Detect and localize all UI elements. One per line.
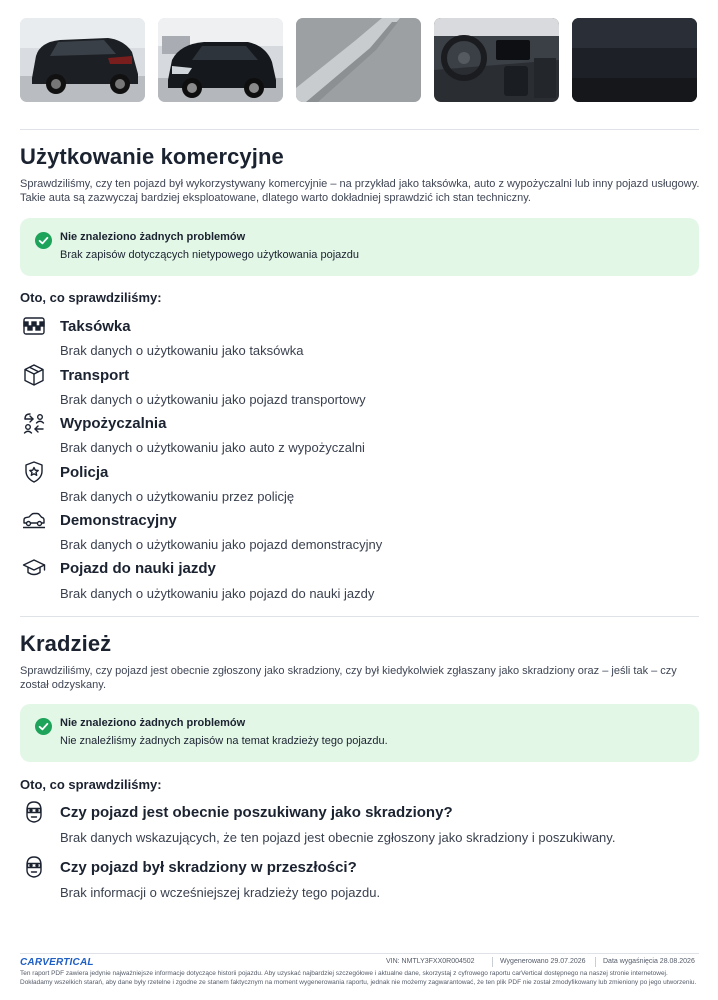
check-item-title: Transport (60, 367, 130, 384)
check-item-desc: Brak danych wskazujących, że ten pojazd jest obecnie zgłoszony jako skradziony i poszukiwany. (60, 830, 616, 845)
car-sill-photo[interactable] (296, 18, 421, 102)
commercial-status-box (20, 218, 699, 276)
check-item-title: Pojazd do nauki jazdy (60, 560, 216, 577)
check-item-title: Demonstracyjny (60, 512, 177, 529)
car-interior-photo[interactable] (434, 18, 559, 102)
footer-separator (492, 957, 493, 967)
check-item-desc: Brak danych o użytkowaniu jako pojazd do nauki jazdy (60, 586, 375, 601)
commercial-section-lead: Sprawdziliśmy, czy ten pojazd był wykorzystywany komercyjnie – na przykład jako taksówka, auto z wypożyczalni lub inny pojazd usługowy. Takie auta są zazwyczaj bardziej eksploatowane, dlatego warto dokładniej sprawdzić ich stan techniczny. (20, 178, 700, 204)
graduation-cap-icon (22, 556, 46, 580)
footer-separator (595, 957, 596, 967)
carvertical-logo: CARVERTICAL (20, 957, 94, 968)
check-item-desc: Brak informacji o wcześniejszej kradzieży tego pojazdu. (60, 885, 381, 900)
check-item-title: Czy pojazd był skradziony w przeszłości? (60, 859, 357, 876)
footer-disclaimer: Ten raport PDF zawiera jedynie najważniejsze informacje dotyczące historii pojazdu. Aby uzyskać najbardziej szczegółowe i aktualne dane, skorzystaj z cyfrowego raportu carVertical dostępnego na naszej stronie internetowej. Dokładamy wszelkich starań, aby dane były rzetelne i zgodne ze stanem faktycznym na moment wygenerowania raportu, jednak nie możemy zagwarantować, że ten plik PDF nie został zmodyfikowany lub zmieniony po jego utworzeniu. (20, 970, 697, 986)
check-item-desc: Brak danych o użytkowaniu jako pojazd transportowy (60, 392, 366, 407)
check-item-desc: Brak danych o użytkowaniu przez policję (60, 489, 295, 504)
car-front-photo[interactable] (158, 18, 283, 102)
commercial-status-subtitle: Brak zapisów dotyczących nietypowego użytkowania pojazdu (60, 249, 359, 261)
check-item-title: Wypożyczalnia (60, 415, 167, 432)
theft-status-box (20, 704, 699, 762)
thief-mask-icon (22, 855, 46, 879)
theft-checked-label: Oto, co sprawdziliśmy: (20, 777, 162, 792)
box-icon (22, 363, 46, 387)
rental-swap-icon (22, 411, 46, 435)
section-divider (20, 129, 699, 130)
check-item-desc: Brak danych o użytkowaniu jako taksówka (60, 343, 304, 358)
car-rear-photo[interactable] (20, 18, 145, 102)
police-badge-icon (22, 460, 46, 484)
theft-section-title: Kradzież (20, 631, 112, 656)
theft-status-title: Nie znaleziono żadnych problemów (60, 717, 246, 729)
thief-mask-icon (22, 800, 46, 824)
footer-generated-date: Wygenerowano 29.07.2026 (500, 958, 586, 965)
theft-status-subtitle: Nie znaleźliśmy żadnych zapisów na temat kradzieży tego pojazdu. (60, 735, 388, 747)
commercial-checked-label: Oto, co sprawdziliśmy: (20, 290, 162, 305)
check-circle-icon (35, 232, 52, 249)
commercial-status-title: Nie znaleziono żadnych problemów (60, 231, 246, 243)
footer-expiry-date: Data wygaśnięcia 28.08.2026 (603, 958, 695, 965)
commercial-section-title: Użytkowanie komercyjne (20, 144, 284, 169)
check-item-desc: Brak danych o użytkowaniu jako pojazd demonstracyjny (60, 537, 383, 552)
check-item-title: Policja (60, 464, 109, 481)
check-item-desc: Brak danych o użytkowaniu jako auto z wypożyczalni (60, 440, 365, 455)
section-divider (20, 616, 699, 617)
check-circle-icon (35, 718, 52, 735)
check-item-title: Czy pojazd jest obecnie poszukiwany jako skradziony? (60, 804, 453, 821)
taxi-icon (22, 314, 46, 338)
footer-divider (20, 953, 699, 954)
footer-vin: VIN: NMTLY3FXX0R004502 (386, 958, 475, 965)
car-dark-photo[interactable] (572, 18, 697, 102)
check-item-title: Taksówka (60, 318, 131, 335)
photo-gallery (20, 18, 699, 102)
demo-car-icon (22, 508, 46, 532)
theft-section-lead: Sprawdziliśmy, czy pojazd jest obecnie zgłoszony jako skradziony, czy był kiedykolwiek zgłaszany jako skradziony oraz – jeśli tak – czy został odzyskany. (20, 665, 677, 691)
